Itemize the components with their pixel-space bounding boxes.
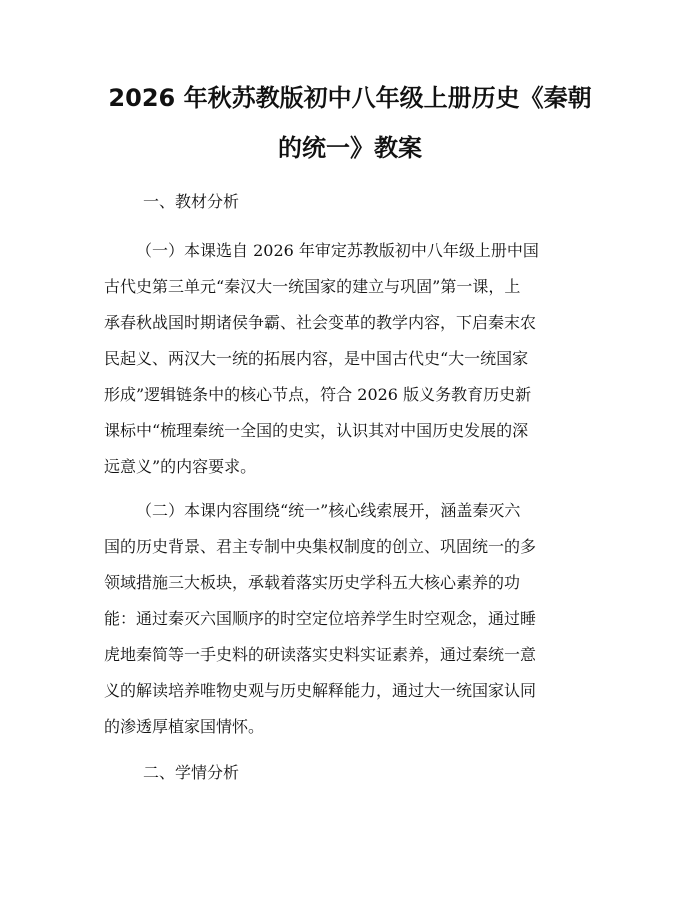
- paragraph-line: （二）本课内容围绕“统一”核心线索展开，涵盖秦灭六: [136, 501, 521, 520]
- paragraph-line: 民起义、两汉大一统的拓展内容，是中国古代史“大一统国家: [104, 349, 529, 368]
- paragraph-line: 古代史第三单元“秦汉大一统国家的建立与巩固”第一课，上: [104, 277, 521, 296]
- paragraph-line: 形成”逻辑链条中的核心节点，符合 2026 版义务教育历史新: [104, 385, 532, 404]
- paragraph-line: 的渗透厚植家国情怀。: [104, 717, 265, 736]
- paragraph-2: [104, 493, 604, 745]
- paragraph-line: 远意义”的内容要求。: [104, 457, 257, 476]
- paragraph-line: 承春秋战国时期诸侯争霸、社会变革的教学内容，下启秦末农: [104, 313, 537, 332]
- document-title-line-1: 2026 年秋苏教版初中八年级上册历史《秦朝: [108, 84, 592, 112]
- paragraph-line: 虎地秦简等一手史料的研读落实史料实证素养，通过秦统一意: [104, 645, 537, 664]
- paragraph-line: 领域措施三大板块，承载着落实历史学科五大核心素养的功: [104, 573, 521, 592]
- paragraph-1: [104, 233, 604, 485]
- paragraph-line: 课标中“梳理秦统一全国的史实，认识其对中国历史发展的深: [104, 421, 529, 440]
- paragraph-line: 义的解读培养唯物史观与历史解释能力，通过大一统国家认同: [104, 681, 537, 700]
- paragraph-line: （一）本课选自 2026 年审定苏教版初中八年级上册中国: [136, 241, 539, 260]
- paragraph-line: 能：通过秦灭六国顺序的时空定位培养学生时空观念，通过睡: [104, 609, 537, 628]
- document-title-line-2: 的统一》教案: [278, 134, 422, 162]
- paragraph-line: 国的历史背景、君主专制中央集权制度的创立、巩固统一的多: [104, 537, 537, 556]
- section-heading-student-analysis: 二、学情分析: [143, 763, 240, 782]
- section-heading-textbook-analysis: 一、教材分析: [143, 192, 240, 211]
